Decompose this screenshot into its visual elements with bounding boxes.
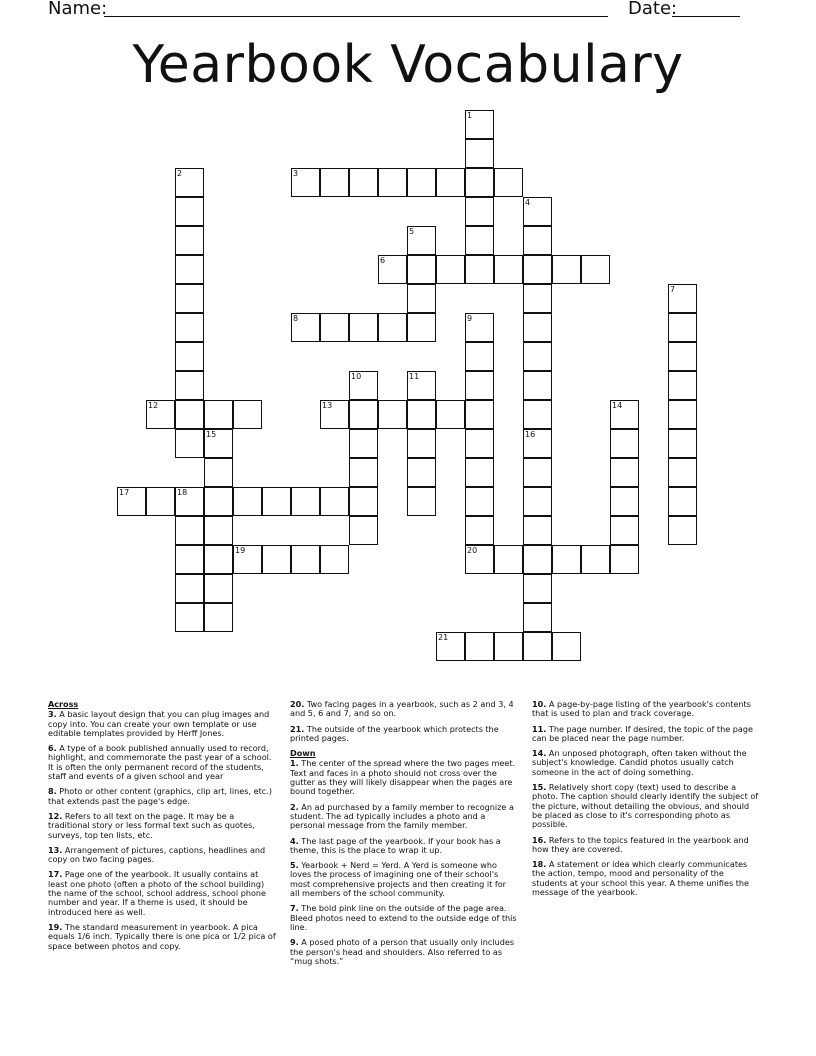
grid-cell[interactable] [175, 516, 204, 545]
grid-cell[interactable] [175, 400, 204, 429]
down-clue [532, 725, 760, 744]
grid-cell[interactable] [610, 545, 639, 574]
grid-cell[interactable] [465, 226, 494, 255]
grid-cell[interactable] [233, 400, 262, 429]
grid-cell[interactable] [407, 371, 436, 400]
grid-cell[interactable] [175, 603, 204, 632]
down-clue [532, 860, 760, 897]
grid-cell[interactable] [291, 545, 320, 574]
grid-cell[interactable] [320, 168, 349, 197]
across-clue [48, 787, 276, 806]
grid-cell[interactable] [378, 400, 407, 429]
grid-cell[interactable] [523, 371, 552, 400]
grid-cell[interactable] [175, 487, 204, 516]
grid-cell[interactable] [610, 487, 639, 516]
grid-cell[interactable] [523, 429, 552, 458]
grid-cell[interactable] [494, 632, 523, 661]
clue-number: 1. [290, 758, 299, 769]
grid-cell[interactable] [146, 400, 175, 429]
clue-number: 15. [532, 782, 547, 793]
clue-text: Photo or other content (graphics, clip art, lines, etc.) that extends past the page's edge. [48, 786, 272, 806]
clue-text: A page-by-page listing of the yearbook's contents that is used to plan and track coverage. [532, 699, 751, 719]
down-clue [532, 836, 760, 855]
grid-cell[interactable] [407, 487, 436, 516]
down-clue [532, 749, 760, 777]
clue-text: A type of a book published annually used to record, highlight, and commemorate the past year of a school. It is often the only permanent record of the students, staff and events of a given school and year [48, 743, 272, 782]
grid-cell[interactable] [668, 458, 697, 487]
clue-text: The outside of the yearbook which protects the printed pages. [290, 723, 499, 743]
clue-text: The last page of the yearbook. If your book has a theme, this is the place to wrap it up. [290, 835, 501, 855]
grid-cell[interactable] [668, 400, 697, 429]
clue-number: 10. [532, 699, 547, 709]
grid-cell[interactable] [320, 487, 349, 516]
grid-cell[interactable] [581, 255, 610, 284]
clue-number: 18 [177, 488, 188, 497]
grid-cell[interactable] [204, 429, 233, 458]
clue-number: 6 [380, 256, 386, 265]
grid-cell[interactable] [204, 516, 233, 545]
grid-cell[interactable] [204, 458, 233, 487]
clue-text: The page number. If desired, the topic of the page can be placed near the page number. [532, 723, 753, 743]
across-clue [48, 846, 276, 865]
name-label: Name: [48, 0, 108, 19]
clue-number: 15 [206, 430, 217, 439]
grid-cell[interactable] [407, 168, 436, 197]
clue-number: 7. [290, 903, 299, 914]
clue-number: 2. [290, 801, 299, 812]
grid-cell[interactable] [668, 342, 697, 371]
clue-number: 9 [467, 314, 473, 323]
grid-cell[interactable] [175, 545, 204, 574]
grid-cell[interactable] [262, 487, 291, 516]
clue-text: Page one of the yearbook. It usually contains at least one photo (often a photo of the school building) the name of the school, school address, school phone number and year. If a theme is used, it should be introduced here as well. [48, 869, 267, 917]
clue-text: Relatively short copy (text) used to describe a photo. The caption should clearly identify the subject of the picture, without detailing the obvious, and should be placed as close to it's corresponding photo as possible. [532, 782, 759, 830]
clue-text: Two facing pages in a yearbook, such as 2 and 3, 4 and 5, 6 and 7, and so on. [290, 699, 514, 719]
grid-cell[interactable] [204, 545, 233, 574]
clue-number: 1 [467, 111, 473, 120]
grid-cell[interactable] [204, 400, 233, 429]
grid-cell[interactable] [465, 197, 494, 226]
grid-cell[interactable] [349, 313, 378, 342]
clue-number: 20 [467, 546, 478, 555]
grid-cell[interactable] [349, 487, 378, 516]
grid-cell[interactable] [465, 168, 494, 197]
grid-cell[interactable] [465, 255, 494, 284]
across-clue [48, 744, 276, 781]
clue-text: The standard measurement in yearbook. A pica equals 1/6 inch. Typically there is one pica or 1/2 pica of space between photos and copy. [48, 921, 276, 951]
clue-number: 21 [438, 633, 449, 642]
clue-number: 3. [48, 709, 57, 720]
clue-number: 14 [612, 401, 623, 410]
clue-text: Arrangement of pictures, captions, headlines and copy on two facing pages. [48, 844, 266, 865]
clue-number: 13 [322, 401, 333, 410]
grid-cell[interactable] [320, 545, 349, 574]
grid-cell[interactable] [581, 545, 610, 574]
grid-cell[interactable] [407, 313, 436, 342]
grid-cell[interactable] [320, 313, 349, 342]
grid-cell[interactable] [465, 516, 494, 545]
grid-cell[interactable] [668, 284, 697, 313]
grid-cell[interactable] [175, 429, 204, 458]
grid-cell[interactable] [494, 545, 523, 574]
grid-cell[interactable] [146, 487, 175, 516]
grid-cell[interactable] [349, 400, 378, 429]
clue-number: 16 [525, 430, 536, 439]
down-clue [290, 861, 518, 898]
grid-cell[interactable] [523, 574, 552, 603]
grid-cell[interactable] [233, 545, 262, 574]
clues-section [0, 700, 816, 1056]
grid-cell[interactable] [523, 400, 552, 429]
grid-cell[interactable] [523, 255, 552, 284]
page-title: Yearbook Vocabulary [132, 35, 684, 95]
across-clue [48, 923, 276, 951]
grid-cell[interactable] [204, 487, 233, 516]
clue-number: 16. [532, 834, 547, 845]
across-clue [48, 870, 276, 916]
grid-cell[interactable] [407, 429, 436, 458]
grid-cell[interactable] [668, 313, 697, 342]
down-clue [290, 759, 518, 796]
grid-cell[interactable] [523, 603, 552, 632]
clue-text: An unposed photograph, often taken without the subject's knowledge. Candid photos usually catch someone in the act of doing something. [532, 748, 747, 777]
grid-cell[interactable] [668, 516, 697, 545]
grid-cell[interactable] [552, 255, 581, 284]
clue-number: 21. [290, 723, 305, 734]
grid-cell[interactable] [378, 313, 407, 342]
clue-number: 17 [119, 488, 130, 497]
clue-number: 19 [235, 546, 246, 555]
grid-cell[interactable] [407, 226, 436, 255]
grid-cell[interactable] [407, 458, 436, 487]
clue-text: Refers to all text on the page. It may be a traditional story or less formal text such as quotes, surveys, top ten lists, etc. [48, 810, 255, 840]
clue-list-header: Across [48, 699, 79, 709]
clue-number: 13. [48, 844, 63, 855]
grid-cell[interactable] [465, 110, 494, 139]
grid-cell[interactable] [465, 400, 494, 429]
grid-cell[interactable] [262, 545, 291, 574]
grid-cell[interactable] [610, 400, 639, 429]
clue-number: 8. [48, 786, 57, 797]
clue-number: 8 [293, 314, 299, 323]
grid-cell[interactable] [523, 458, 552, 487]
grid-cell[interactable] [465, 371, 494, 400]
grid-cell[interactable] [175, 574, 204, 603]
grid-cell[interactable] [320, 400, 349, 429]
clue-number: 4. [290, 835, 299, 846]
grid-cell[interactable] [552, 545, 581, 574]
grid-cell[interactable] [204, 574, 233, 603]
grid-cell[interactable] [523, 284, 552, 313]
date-label: Date: [628, 0, 678, 19]
across-clue [48, 812, 276, 840]
grid-cell[interactable] [494, 255, 523, 284]
grid-cell[interactable] [436, 400, 465, 429]
clue-number: 5 [409, 227, 415, 236]
grid-cell[interactable] [523, 632, 552, 661]
clue-text: A basic layout design that you can plug images and copy into. You can create your own template or use editable templates provided by Herff Jones. [48, 709, 270, 738]
grid-cell[interactable] [349, 168, 378, 197]
clue-text: Refers to the topics featured in the yearbook and how they are covered. [532, 834, 749, 854]
grid-cell[interactable] [175, 313, 204, 342]
grid-cell[interactable] [233, 487, 262, 516]
clue-number: 7 [670, 285, 676, 294]
grid-cell[interactable] [668, 487, 697, 516]
clue-number: 17. [48, 869, 63, 880]
grid-cell[interactable] [436, 168, 465, 197]
grid-cell[interactable] [523, 197, 552, 226]
clue-number: 12 [148, 401, 159, 410]
clue-number: 5. [290, 860, 299, 871]
grid-cell[interactable] [175, 371, 204, 400]
down-clue [290, 904, 518, 932]
grid-cell[interactable] [175, 284, 204, 313]
grid-cell[interactable] [175, 197, 204, 226]
clue-list-header: Down [290, 748, 316, 759]
grid-cell[interactable] [175, 168, 204, 197]
grid-cell[interactable] [668, 371, 697, 400]
down-clue [290, 938, 518, 966]
clue-text: An ad purchased by a family member to recognize a student. The ad typically includes a photo and a personal message from the family member. [290, 801, 514, 831]
grid-cell[interactable] [349, 371, 378, 400]
down-clue [532, 783, 760, 829]
grid-cell[interactable] [291, 487, 320, 516]
grid-cell[interactable] [436, 632, 465, 661]
clue-number: 11 [409, 372, 420, 381]
clue-number: 14. [532, 748, 547, 759]
grid-cell[interactable] [465, 139, 494, 168]
clue-number: 4 [525, 198, 531, 207]
grid-cell[interactable] [494, 168, 523, 197]
grid-cell[interactable] [349, 429, 378, 458]
grid-cell[interactable] [204, 603, 233, 632]
grid-cell[interactable] [175, 255, 204, 284]
grid-cell[interactable] [175, 226, 204, 255]
grid-cell[interactable] [610, 516, 639, 545]
grid-cell[interactable] [523, 342, 552, 371]
grid-cell[interactable] [407, 400, 436, 429]
grid-cell[interactable] [349, 516, 378, 545]
grid-cell[interactable] [552, 632, 581, 661]
across-clue [290, 725, 518, 744]
grid-cell[interactable] [378, 168, 407, 197]
grid-cell[interactable] [465, 545, 494, 574]
clue-text: The center of the spread where the two pages meet. Text and faces in a photo should not cross over the gutter as they will likely disappear when the pages are bound together. [290, 758, 516, 797]
grid-cell[interactable] [407, 284, 436, 313]
down-clue [532, 700, 760, 719]
clue-number: 9. [290, 937, 299, 948]
grid-cell[interactable] [523, 545, 552, 574]
clues-column-2 [290, 700, 518, 972]
clue-number: 11. [532, 723, 547, 734]
across-clue [48, 710, 276, 738]
clue-number: 6. [48, 743, 57, 754]
clue-text: A statement or idea which clearly communicates the action, tempo, mood and personality of the students at your school this year. A theme unifies the message of the yearbook. [532, 859, 750, 898]
down-clue [290, 837, 518, 856]
clue-text: A posed photo of a person that usually only includes the person's head and shoulders. Also referred to as “mug shots.” [290, 937, 515, 966]
across-clue [290, 700, 518, 719]
grid-cell[interactable] [378, 255, 407, 284]
grid-cell[interactable] [465, 632, 494, 661]
grid-cell[interactable] [117, 487, 146, 516]
grid-cell[interactable] [668, 429, 697, 458]
down-clue [290, 803, 518, 831]
grid-cell[interactable] [465, 313, 494, 342]
grid-cell[interactable] [465, 342, 494, 371]
grid-cell[interactable] [175, 342, 204, 371]
clues-column-3 [532, 700, 760, 903]
clue-number: 2 [177, 169, 183, 178]
clue-number: 19. [48, 921, 63, 932]
grid-cell[interactable] [465, 487, 494, 516]
grid-cell[interactable] [465, 429, 494, 458]
clues-column-1 [48, 700, 276, 957]
grid-cell[interactable] [523, 487, 552, 516]
grid-cell[interactable] [349, 458, 378, 487]
grid-cell[interactable] [436, 255, 465, 284]
clue-number: 12. [48, 810, 63, 821]
clue-number: 10 [351, 372, 362, 381]
grid-cell[interactable] [610, 458, 639, 487]
grid-cell[interactable] [523, 516, 552, 545]
clue-number: 20. [290, 699, 305, 709]
grid-cell[interactable] [523, 226, 552, 255]
grid-cell[interactable] [291, 313, 320, 342]
grid-cell[interactable] [523, 313, 552, 342]
grid-cell[interactable] [465, 458, 494, 487]
grid-cell[interactable] [610, 429, 639, 458]
clue-text: The bold pink line on the outside of the page area. Bleed photos need to extend to the outside edge of this line. [290, 903, 517, 932]
clue-number: 18. [532, 859, 547, 870]
clue-number: 3 [293, 169, 299, 178]
clue-text: Yearbook + Nerd = Yerd. A Yerd is someone who loves the process of imagining one of their school's most comprehensive projects and then creating it for all members of the school community. [290, 860, 506, 899]
grid-cell[interactable] [291, 168, 320, 197]
grid-cell[interactable] [407, 255, 436, 284]
